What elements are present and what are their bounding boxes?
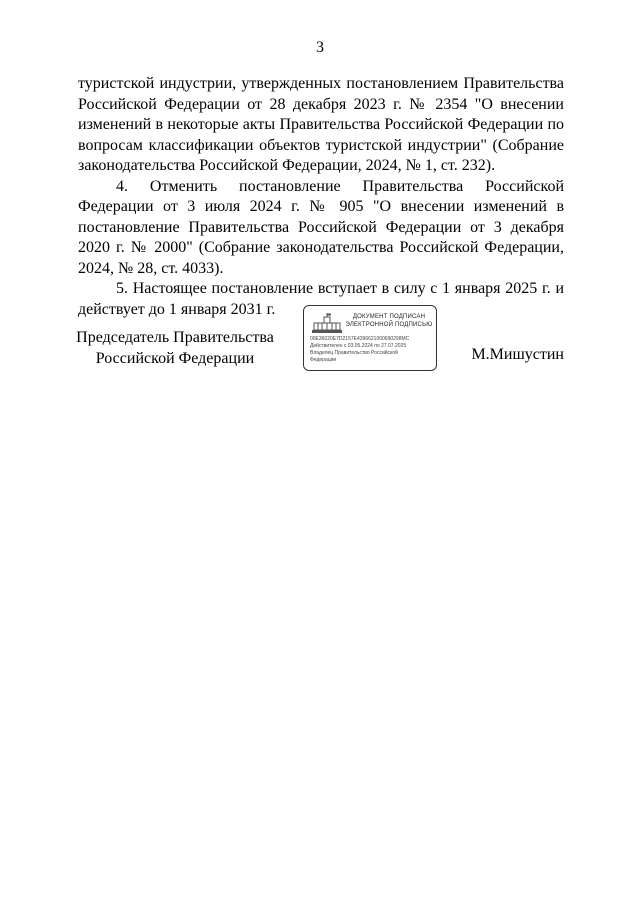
paragraph-item-5: 5. Настоящее постановление вступает в силу с 1 января 2025 г. и действует до 1 января 2031 г. — [78, 280, 564, 318]
electronic-signature-stamp — [303, 305, 437, 371]
stamp-heading-line2: ЭЛЕКТРОННОЙ ПОДПИСЬЮ — [345, 322, 433, 328]
stamp-heading-line1: ДОКУМЕНТ ПОДПИСАН — [352, 314, 426, 320]
signer-position-line1: Председатель Правительства — [76, 329, 274, 346]
document-body — [78, 74, 564, 320]
stamp-owner-line1: Владелец Правительство Российской — [310, 350, 398, 356]
page-number: 3 — [316, 39, 324, 56]
stamp-certificate: 00E36020E7D2157E4396621000690298MC — [310, 336, 410, 342]
government-building-icon — [310, 313, 344, 335]
stamp-validity: Действителен с 03.05.2024 по 27.07.2025 — [310, 343, 407, 349]
signer-position — [70, 328, 280, 369]
stamp-heading — [344, 313, 434, 329]
paragraph-continuation: туристской индустрии, утвержденных постановлением Правительства Российской Федерации от 28 декабря 2023 г. № 2354 "О внесении изменений в некоторые акты Правительства Российской Федерации по вопросам классификации объектов туристской индустрии" (Собрание законодательства Российской Федерации, 2024, № 1, ст. 232). — [78, 75, 564, 174]
signer-position-line2: Российской Федерации — [95, 349, 255, 367]
stamp-owner-line2: Федерации — [310, 357, 337, 363]
signer-name: М.Мишустин — [471, 346, 564, 363]
paragraph-item-4: 4. Отменить постановление Правительства Российской Федерации от 3 июля 2024 г. № 905 "О внесении изменений в постановление Правительства Российской Федерации от 3 декабря 2020 г. № 2000" (Собрание законодательства Российской Федерации, 2024, № 28, ст. 4033). — [78, 177, 564, 277]
